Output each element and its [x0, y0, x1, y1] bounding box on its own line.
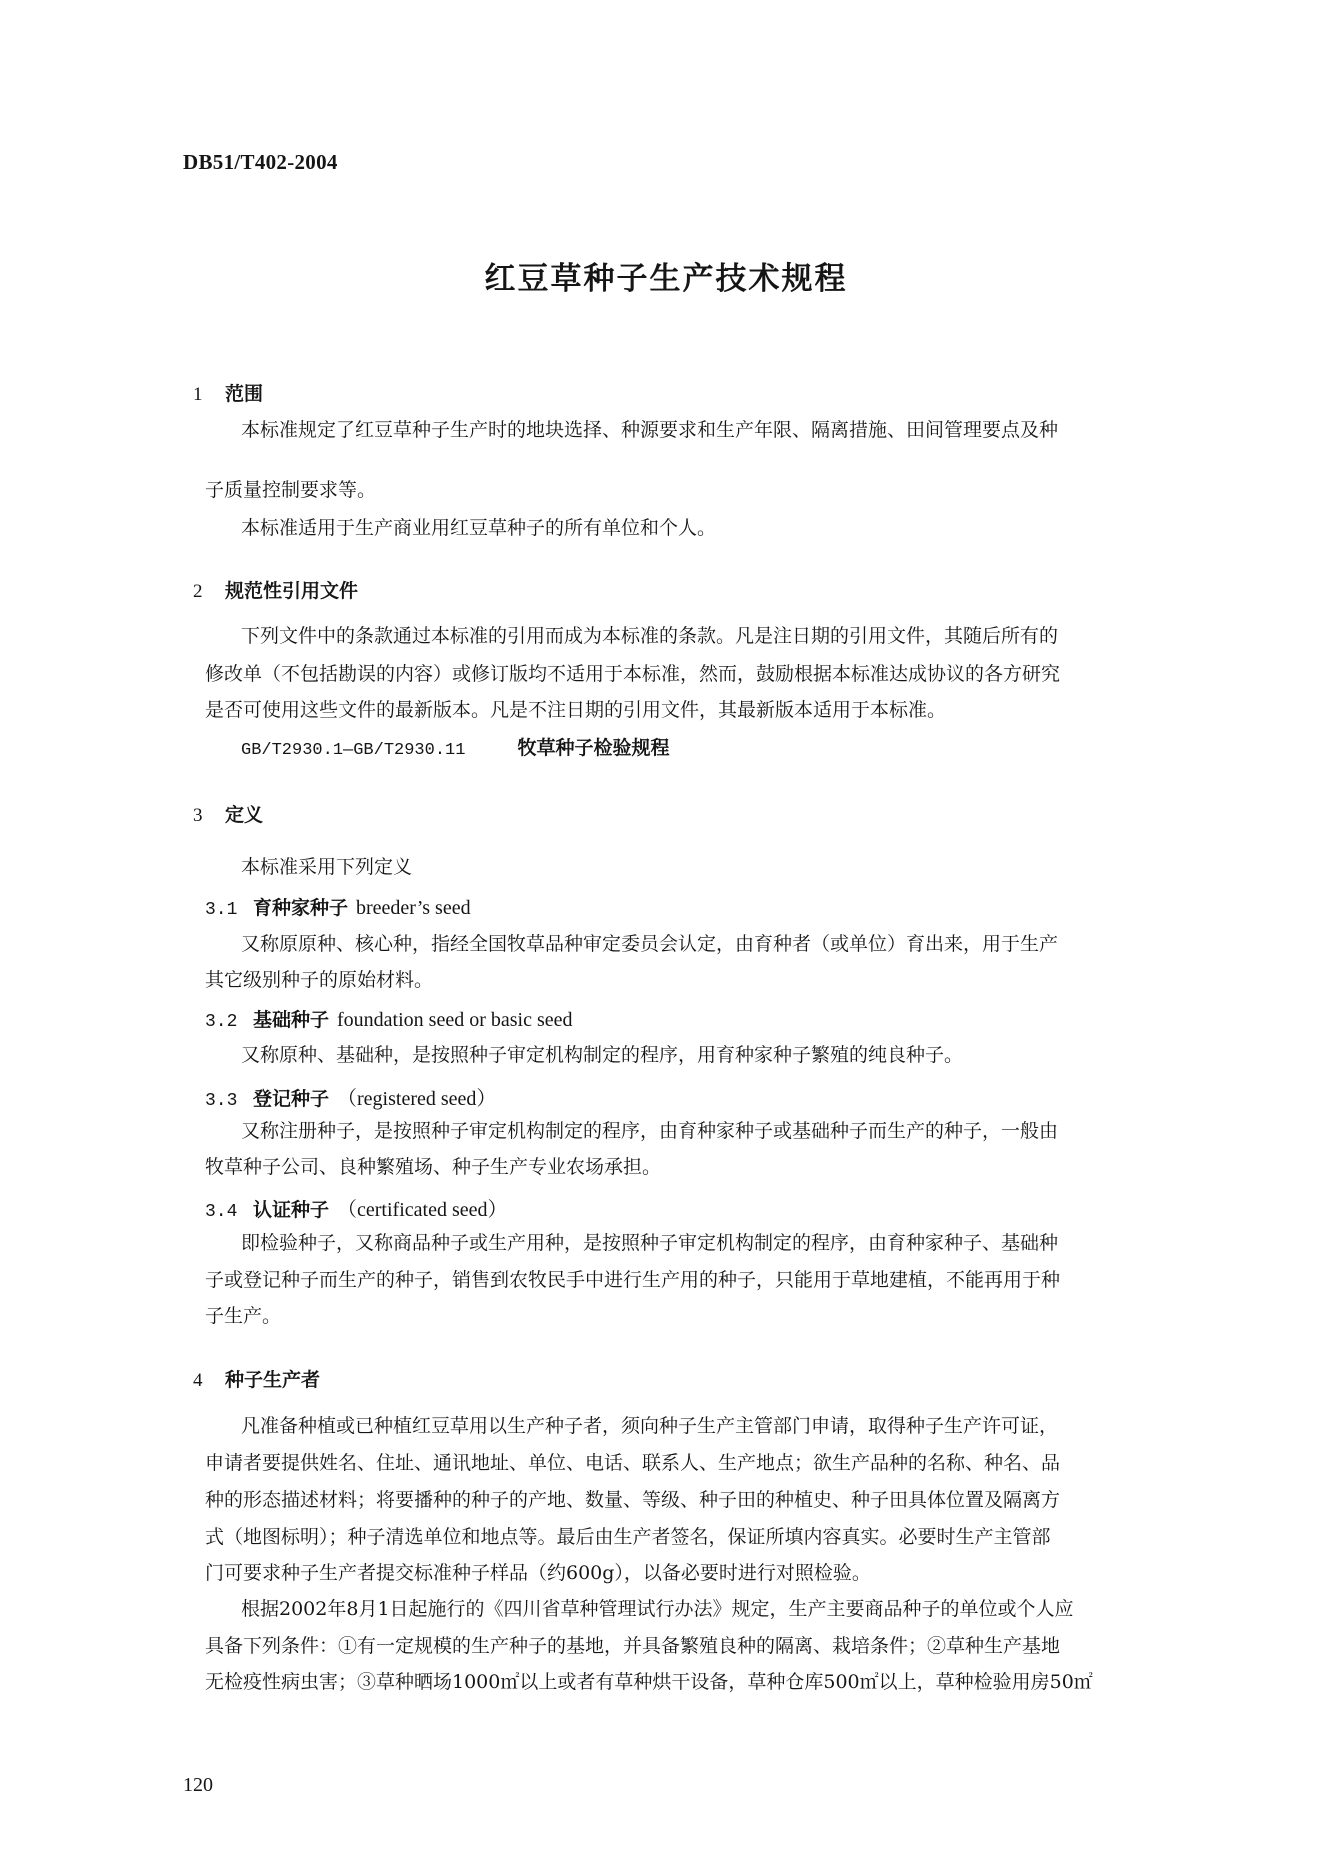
- paragraph-line: 申请者要提供姓名、住址、通讯地址、单位、电话、联系人、生产地点；欲生产品种的名称、种名、品: [205, 1452, 1061, 1474]
- definition-term-en: （certificated seed）: [337, 1199, 508, 1221]
- definition-3-1-heading: [205, 893, 471, 920]
- section-title: 种子生产者: [225, 1369, 321, 1391]
- subsection-number: 3.2: [205, 1012, 238, 1032]
- paragraph-line: 又称原种、基础种，是按照种子审定机构制定的程序，用育种家种子繁殖的纯良种子。: [241, 1044, 964, 1066]
- definition-term: 登记种子: [253, 1088, 330, 1110]
- definition-3-4-heading: [205, 1193, 507, 1222]
- paragraph-line: 子或登记种子而生产的种子，销售到农牧民手中进行生产用的种子，只能用于草地建植，不能再用于种: [205, 1269, 1061, 1291]
- reference-code: GB/T2930.1—GB/T2930.11: [241, 741, 466, 760]
- definition-term: 育种家种子: [253, 897, 349, 919]
- paragraph-line: 是否可使用这些文件的最新版本。凡是不注日期的引用文件，其最新版本适用于本标准。: [205, 699, 947, 721]
- paragraph-line: 子质量控制要求等。: [205, 479, 377, 501]
- subsection-number: 3.4: [205, 1202, 238, 1222]
- paragraph-line: 种的形态描述材料；将要播种的种子的产地、数量、等级、种子田的种植史、种子田具体位置及隔离方: [205, 1489, 1061, 1511]
- section-1-heading: [193, 379, 263, 406]
- document-title: 红豆草种子生产技术规程: [484, 261, 848, 297]
- definition-3-3-heading: [205, 1082, 496, 1111]
- subsection-number: 3.3: [205, 1091, 238, 1111]
- definition-term: 认证种子: [253, 1199, 330, 1221]
- paragraph-line: 本标准适用于生产商业用红豆草种子的所有单位和个人。: [241, 517, 717, 539]
- paragraph-line: 修改单（不包括勘误的内容）或修订版均不适用于本标准，然而，鼓励根据本标准达成协议的各方研究: [205, 663, 1061, 685]
- paragraph-line: 凡准备种植或已种植红豆草用以生产种子者，须向种子生产主管部门申请，取得种子生产许可证，: [241, 1415, 1059, 1437]
- section-4-heading: [193, 1365, 320, 1392]
- reference-entry: [241, 736, 669, 763]
- subsection-number: 3.1: [205, 900, 238, 920]
- paragraph-line: 其它级别种子的原始材料。: [205, 969, 434, 991]
- paragraph-line: 具备下列条件：①有一定规模的生产种子的基地，并具备繁殖良种的隔离、栽培条件；②草种生产基地: [205, 1635, 1061, 1657]
- paragraph-line: 又称注册种子，是按照种子审定机构制定的程序，由育种家种子或基础种子而生产的种子，一般由: [241, 1120, 1059, 1142]
- document-code: DB51/T402-2004: [183, 150, 338, 174]
- paragraph-line: 本标准采用下列定义: [241, 856, 413, 878]
- reference-title: 牧草种子检验规程: [517, 737, 670, 759]
- definition-term-en: breeder’s seed: [356, 897, 471, 919]
- paragraph-line: 无检疫性病虫害；③草种晒场1000㎡以上或者有草种烘干设备，草种仓库500㎡以上，草种检验用房50㎡: [205, 1671, 1093, 1693]
- definition-term-en: foundation seed or basic seed: [337, 1009, 573, 1031]
- section-number: 1: [193, 384, 203, 405]
- paragraph-line: 即检验种子，又称商品种子或生产用种，是按照种子审定机构制定的程序，由育种家种子、基础种: [241, 1232, 1059, 1254]
- section-number: 2: [193, 581, 203, 602]
- paragraph-line: 式（地图标明）；种子清选单位和地点等。最后由生产者签名，保证所填内容真实。必要时生产主管部: [205, 1526, 1051, 1548]
- section-title: 定义: [225, 804, 264, 826]
- paragraph-line: 下列文件中的条款通过本标准的引用而成为本标准的条款。凡是注日期的引用文件，其随后所有的: [241, 625, 1059, 647]
- paragraph-line: 门可要求种子生产者提交标准种子样品（约600g），以备必要时进行对照检验。: [205, 1562, 871, 1584]
- section-title: 规范性引用文件: [225, 580, 359, 602]
- page-number: 120: [183, 1774, 213, 1796]
- paragraph-line: 子生产。: [205, 1305, 282, 1327]
- paragraph-line: 又称原原种、核心种，指经全国牧草品种审定委员会认定，由育种者（或单位）育出来，用于生产: [241, 933, 1059, 955]
- section-title: 范围: [225, 383, 264, 405]
- section-number: 4: [193, 1370, 203, 1391]
- paragraph-line: 根据2002年8月1日起施行的《四川省草种管理试行办法》规定，生产主要商品种子的单位或个人应: [241, 1598, 1074, 1620]
- section-2-heading: [193, 576, 358, 603]
- section-3-heading: [193, 800, 263, 827]
- definition-3-2-heading: [205, 1005, 573, 1032]
- definition-term-en: （registered seed）: [337, 1088, 497, 1110]
- section-number: 3: [193, 805, 203, 826]
- paragraph-line: 牧草种子公司、良种繁殖场、种子生产专业农场承担。: [205, 1156, 662, 1178]
- paragraph-line: 本标准规定了红豆草种子生产时的地块选择、种源要求和生产年限、隔离措施、田间管理要点及种: [241, 419, 1059, 441]
- definition-term: 基础种子: [253, 1009, 330, 1031]
